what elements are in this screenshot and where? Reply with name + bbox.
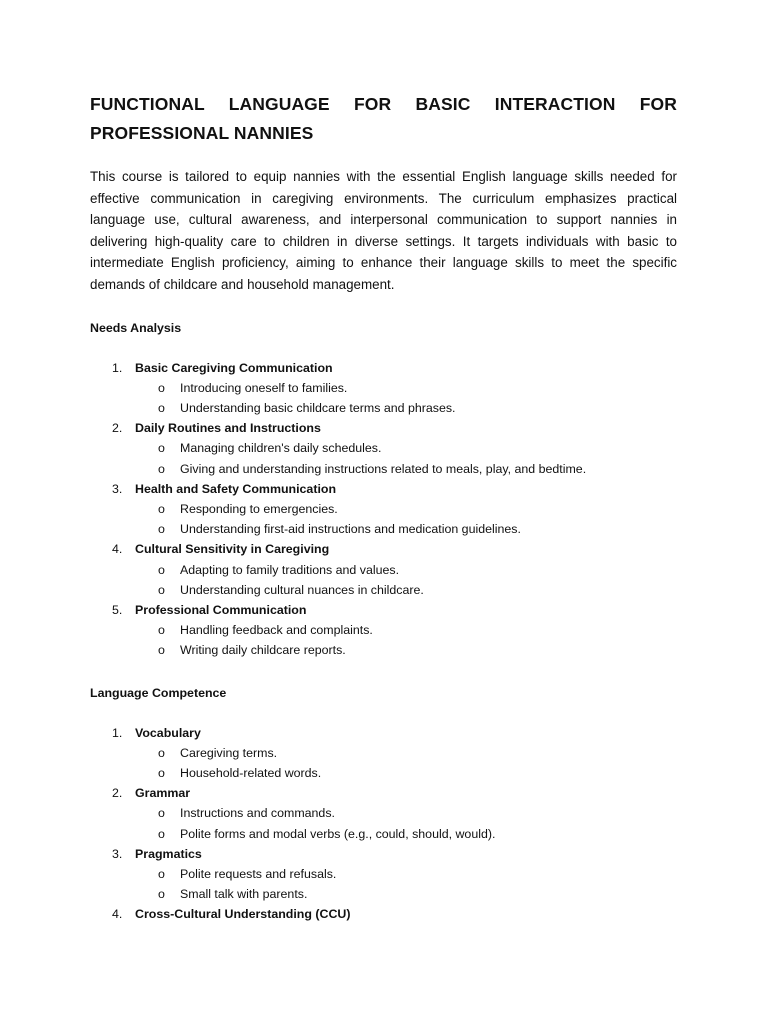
circle-bullet-icon: o [158, 501, 165, 516]
sub-list-item [135, 398, 677, 418]
list-item [90, 904, 677, 924]
sub-list [135, 620, 677, 660]
list-item [90, 479, 677, 540]
circle-bullet-icon: o [158, 806, 165, 821]
list-item-title: Health and Safety Communication [135, 481, 337, 496]
sub-list-item-text: Understanding first-aid instructions and medication guidelines. [180, 522, 521, 537]
sub-list-item [135, 459, 677, 479]
sub-list-item [135, 378, 677, 398]
document-title: FUNCTIONAL LANGUAGE FOR BASIC INTERACTION FOR PROFESSIONAL NANNIES [90, 94, 677, 143]
sub-list-item [135, 884, 677, 904]
section-heading: Language Competence [90, 685, 227, 700]
sub-list [135, 864, 677, 904]
sub-list-item [135, 620, 677, 640]
sub-list-item [135, 803, 677, 823]
list-item-title: Cross-Cultural Understanding (CCU) [135, 907, 351, 922]
list-item [90, 539, 677, 600]
circle-bullet-icon: o [158, 867, 165, 882]
list-item-title: Grammar [135, 786, 191, 801]
list-item-title: Basic Caregiving Communication [135, 360, 333, 375]
list-item-number: 2. [112, 786, 123, 801]
sub-list-item [135, 640, 677, 660]
circle-bullet-icon: o [158, 745, 165, 760]
sub-list-item-text: Polite forms and modal verbs (e.g., could, should, would). [180, 826, 496, 841]
list-item-number: 1. [112, 360, 123, 375]
list-item-number: 3. [112, 481, 123, 496]
circle-bullet-icon: o [158, 887, 165, 902]
sub-list-item [135, 519, 677, 539]
list-item [90, 358, 677, 419]
list-item [90, 600, 677, 661]
sub-list-item [135, 763, 677, 783]
sub-list-item-text: Understanding cultural nuances in childcare. [180, 582, 424, 597]
list-item [90, 844, 677, 905]
list-item-title: Vocabulary [135, 725, 201, 740]
sub-list-item-text: Writing daily childcare reports. [180, 643, 346, 658]
sub-list-item-text: Handling feedback and complaints. [180, 623, 373, 638]
sub-list-item [135, 499, 677, 519]
list-item-title: Cultural Sensitivity in Caregiving [135, 542, 330, 557]
document-page [90, 90, 677, 925]
sub-list-item-text: Introducing oneself to families. [180, 380, 348, 395]
sub-list-item-text: Household-related words. [180, 766, 322, 781]
sub-list-item [135, 743, 677, 763]
circle-bullet-icon: o [158, 582, 165, 597]
sub-list-item-text: Responding to emergencies. [180, 501, 338, 516]
sub-list-item-text: Giving and understanding instructions related to meals, play, and bedtime. [180, 461, 587, 476]
sub-list-item-text: Caregiving terms. [180, 745, 278, 760]
sub-list-item-text: Small talk with parents. [180, 887, 308, 902]
list-item-title: Pragmatics [135, 846, 202, 861]
circle-bullet-icon: o [158, 461, 165, 476]
list-item-title: Professional Communication [135, 603, 307, 617]
list-item-number: 5. [112, 603, 123, 617]
intro-paragraph: This course is tailored to equip nannies with the essential English language skills needed for effective communication in caregiving environments. The curriculum emphasizes practical language use, cultural awareness, and interpersonal communication to support nannies in delivering high-quality care to children in diverse settings. It targets individuals with basic to intermediate English proficiency, aiming to enhance their language skills to meet the specific demands of childcare and household management. [90, 169, 677, 292]
section-heading: Needs Analysis [90, 320, 182, 335]
sub-list [135, 803, 677, 843]
sections-container [90, 320, 677, 925]
circle-bullet-icon: o [158, 766, 165, 781]
list-item-number: 3. [112, 846, 123, 861]
sub-list [135, 438, 677, 478]
sub-list-item-text: Adapting to family traditions and values. [180, 562, 400, 577]
circle-bullet-icon: o [158, 522, 165, 537]
list-item [90, 418, 677, 479]
sub-list-item-text: Polite requests and refusals. [180, 867, 337, 882]
list-item-number: 4. [112, 542, 123, 557]
list-item-number: 2. [112, 421, 123, 436]
sub-list-item-text: Managing children's daily schedules. [180, 441, 382, 456]
sub-list [135, 499, 677, 539]
sub-list-item [135, 438, 677, 458]
circle-bullet-icon: o [158, 826, 165, 841]
list-item-title: Daily Routines and Instructions [135, 421, 321, 436]
list-item-number: 4. [112, 907, 123, 922]
list-item [90, 723, 677, 784]
circle-bullet-icon: o [158, 643, 165, 658]
circle-bullet-icon: o [158, 441, 165, 456]
circle-bullet-icon: o [158, 380, 165, 395]
sub-list-item [135, 824, 677, 844]
sub-list-item-text: Understanding basic childcare terms and phrases. [180, 400, 456, 415]
sub-list-item [135, 864, 677, 884]
list-item-number: 1. [112, 725, 123, 740]
sub-list-item [135, 560, 677, 580]
numbered-list [90, 358, 677, 661]
circle-bullet-icon: o [158, 562, 165, 577]
sub-list-item-text: Instructions and commands. [180, 806, 335, 821]
circle-bullet-icon: o [158, 400, 165, 415]
sub-list [135, 560, 677, 600]
sub-list [135, 378, 677, 418]
list-item [90, 783, 677, 844]
sub-list [135, 743, 677, 783]
numbered-list [90, 723, 677, 925]
sub-list-item [135, 580, 677, 600]
circle-bullet-icon: o [158, 623, 165, 638]
